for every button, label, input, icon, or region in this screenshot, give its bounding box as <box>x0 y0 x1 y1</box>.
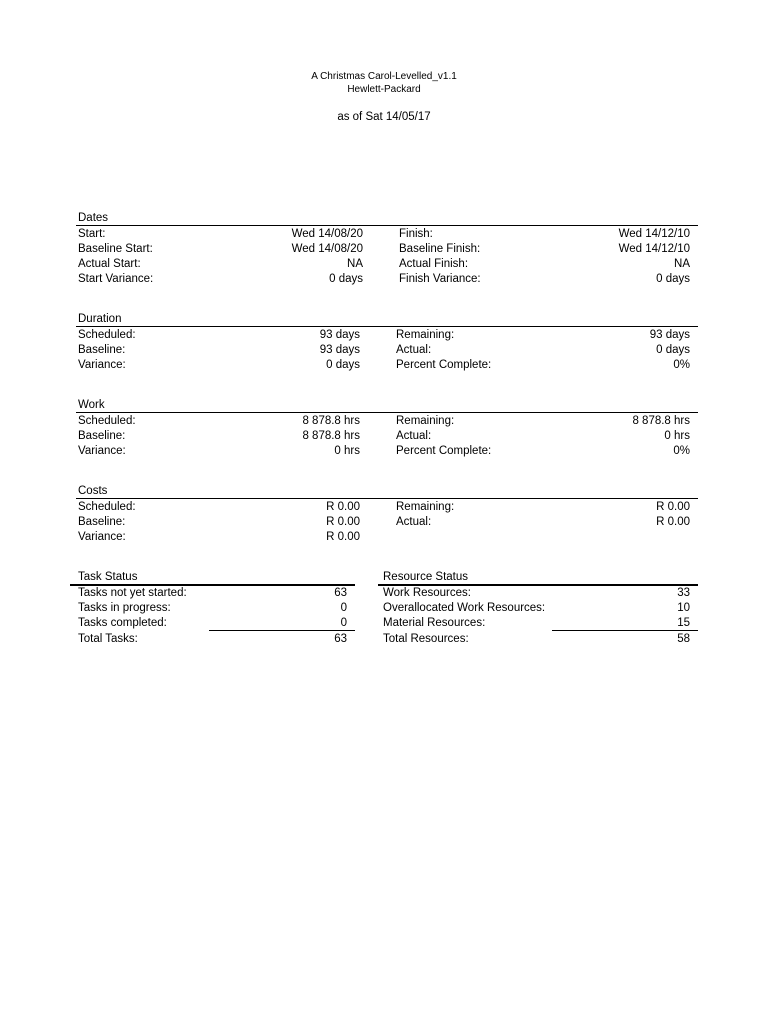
material-resources-label: Material Resources: <box>383 617 486 629</box>
costs-baseline-label: Baseline: <box>78 516 126 528</box>
tasks-in-progress-value: 0 <box>340 602 347 614</box>
duration-scheduled-value: 93 days <box>319 329 360 341</box>
tasks-completed-value: 0 <box>340 617 347 629</box>
finish-label: Finish: <box>399 228 433 240</box>
actual-start-value: NA <box>347 258 363 270</box>
work-scheduled-label: Scheduled: <box>78 415 136 427</box>
start-variance-value: 0 days <box>329 273 363 285</box>
work-divider <box>76 412 698 413</box>
costs-baseline-value: R 0.00 <box>326 516 360 528</box>
duration-scheduled-label: Scheduled: <box>78 329 136 341</box>
actual-start-label: Actual Start: <box>78 258 141 270</box>
costs-scheduled-label: Scheduled: <box>78 501 136 513</box>
work-heading: Work <box>78 399 105 411</box>
work-variance-label: Variance: <box>78 445 126 457</box>
work-actual-value: 0 hrs <box>664 430 690 442</box>
task-status-heading: Task Status <box>78 571 138 583</box>
work-resources-label: Work Resources: <box>383 587 471 599</box>
costs-scheduled-value: R 0.00 <box>326 501 360 513</box>
start-variance-label: Start Variance: <box>78 273 154 285</box>
costs-variance-value: R 0.00 <box>326 531 360 543</box>
tasks-not-started-value: 63 <box>334 587 347 599</box>
costs-actual-value: R 0.00 <box>656 516 690 528</box>
overallocated-resources-value: 10 <box>677 602 690 614</box>
company-name: Hewlett-Packard <box>347 84 421 95</box>
work-percent-label: Percent Complete: <box>396 445 492 457</box>
duration-percent-label: Percent Complete: <box>396 359 492 371</box>
tasks-not-started-label: Tasks not yet started: <box>78 587 187 599</box>
dates-divider <box>76 225 698 226</box>
work-baseline-label: Baseline: <box>78 430 126 442</box>
tasks-total-value: 63 <box>334 633 347 645</box>
finish-value: Wed 14/12/10 <box>618 228 690 240</box>
costs-actual-label: Actual: <box>396 516 432 528</box>
baseline-finish-label: Baseline Finish: <box>399 243 481 255</box>
actual-finish-label: Actual Finish: <box>399 258 469 270</box>
work-baseline-value: 8 878.8 hrs <box>302 430 360 442</box>
work-actual-label: Actual: <box>396 430 432 442</box>
overallocated-resources-label: Overallocated Work Resources: <box>383 602 546 614</box>
costs-variance-label: Variance: <box>78 531 126 543</box>
project-title: A Christmas Carol-Levelled_v1.1 <box>311 71 457 82</box>
duration-remaining-value: 93 days <box>649 329 690 341</box>
resources-total-value: 58 <box>677 633 690 645</box>
tasks-in-progress-label: Tasks in progress: <box>78 602 171 614</box>
work-variance-value: 0 hrs <box>334 445 360 457</box>
start-value: Wed 14/08/20 <box>291 228 363 240</box>
costs-heading: Costs <box>78 485 108 497</box>
resources-total-label: Total Resources: <box>383 633 469 645</box>
duration-heading: Duration <box>78 313 122 325</box>
as-of-date: as of Sat 14/05/17 <box>337 111 431 123</box>
work-remaining-value: 8 878.8 hrs <box>632 415 690 427</box>
finish-variance-value: 0 days <box>656 273 690 285</box>
tasks-total-divider <box>209 630 355 631</box>
costs-remaining-label: Remaining: <box>396 501 455 513</box>
resource-status-heading: Resource Status <box>383 571 469 583</box>
baseline-finish-value: Wed 14/12/10 <box>618 243 690 255</box>
duration-divider <box>76 326 698 327</box>
work-percent-value: 0% <box>673 445 690 457</box>
duration-variance-value: 0 days <box>326 359 360 371</box>
work-remaining-label: Remaining: <box>396 415 455 427</box>
actual-finish-value: NA <box>674 258 690 270</box>
baseline-start-label: Baseline Start: <box>78 243 153 255</box>
finish-variance-label: Finish Variance: <box>399 273 481 285</box>
tasks-completed-label: Tasks completed: <box>78 617 167 629</box>
duration-variance-label: Variance: <box>78 359 126 371</box>
duration-baseline-value: 93 days <box>319 344 360 356</box>
duration-actual-label: Actual: <box>396 344 432 356</box>
material-resources-value: 15 <box>677 617 690 629</box>
duration-actual-value: 0 days <box>656 344 690 356</box>
tasks-total-label: Total Tasks: <box>78 633 138 645</box>
start-label: Start: <box>78 228 106 240</box>
work-resources-value: 33 <box>677 587 690 599</box>
resources-total-divider <box>552 630 698 631</box>
dates-heading: Dates <box>78 212 109 224</box>
duration-remaining-label: Remaining: <box>396 329 455 341</box>
duration-baseline-label: Baseline: <box>78 344 126 356</box>
costs-remaining-value: R 0.00 <box>656 501 690 513</box>
duration-percent-value: 0% <box>673 359 690 371</box>
baseline-start-value: Wed 14/08/20 <box>291 243 363 255</box>
work-scheduled-value: 8 878.8 hrs <box>302 415 360 427</box>
costs-divider <box>76 498 698 499</box>
